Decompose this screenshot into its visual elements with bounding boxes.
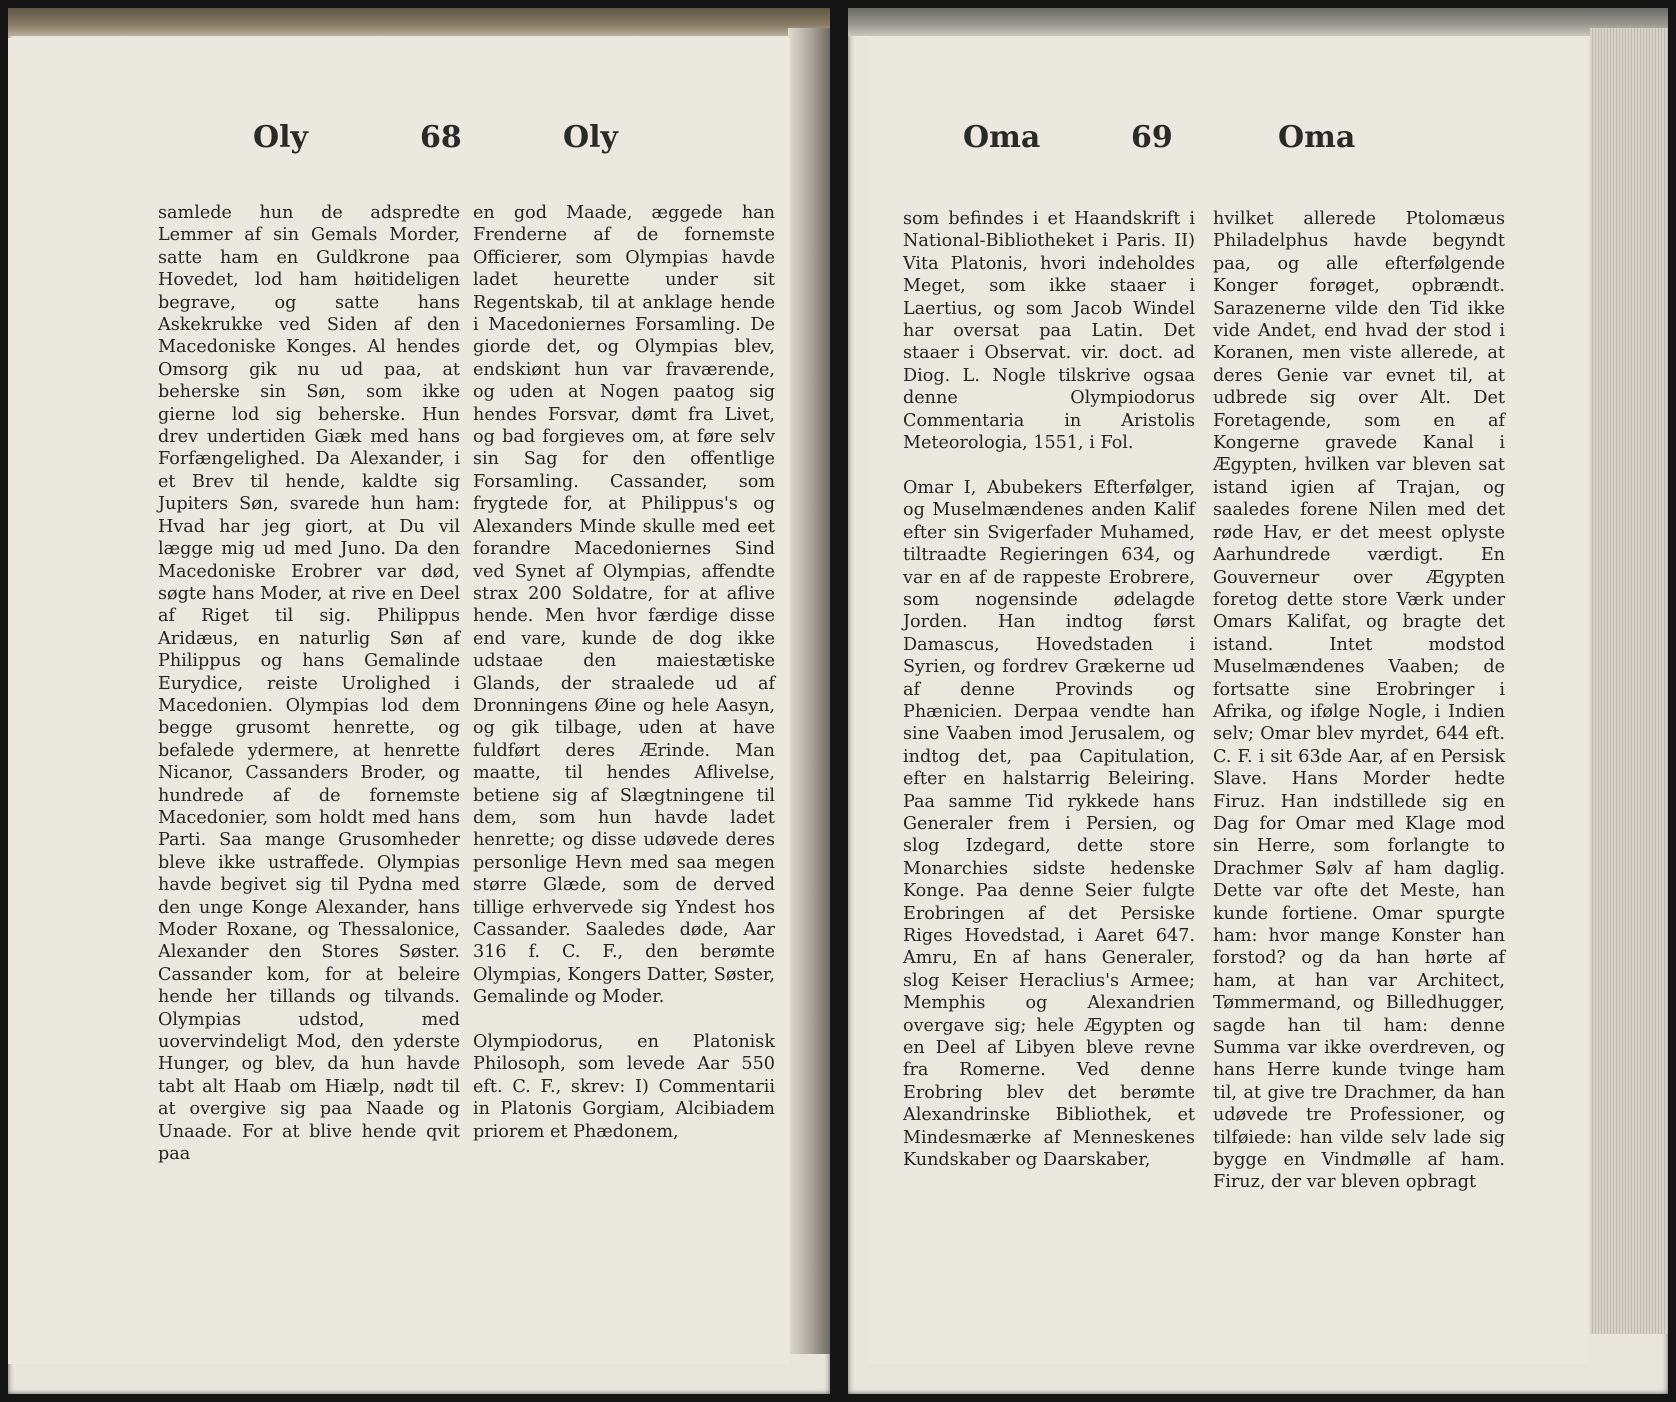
- left-page-photo: [8, 8, 830, 1394]
- text-column-1: samlede hun de adspredte Lemmer af sin Gemals Morder, satte ham en Guldkrone paa Hovedet, lod ham høitideligen begrave, og satte hans Askekrukke ved Siden af den Macedoniske Konges. Al hendes Omsorg gik nu ud paa, at beherske sin Søn, som ikke gierne lod sig beherske. Hun drev undertiden Giæk med hans Forfængelighed. Da Alexander, i et Brev til hende, kaldte sig Jupiters Søn, svarede hun ham: Hvad har jeg giort, at Du vil lægge mig ud med Juno. Da den Macedoniske Erobrer var død, søgte hans Moder, at rive en Deel af Riget til sig. Philippus Aridæus, en naturlig Søn af Philippus og hans Gemalinde Eurydice, reiste Urolighed i Macedonien. Olympias lod dem begge grusomt henrette, og befalede ydermere, at henrette Nicanor, Cassanders Broder, og hundrede af de fornemste Macedonier, som holdt med hans Parti. Saa mange Grusomheder bleve ikke ustraffede. Olympias havde begivet sig til Pydna med den unge Konge Alexander, hans Moder Roxane, og Thessalonice, Alexander den Stores Søster. Cassander kom, for at beleire hende her tillands og tilvands. Olympias udstod, med uovervindeligt Mod, den yderste Hunger, og blev, da hun havde tabt alt Haab om Hiælp, nødt til at overgive sig paa Naade og Unaade. For at blive hende qvit paa: [158, 203, 460, 1165]
- right-page-photo: [848, 8, 1668, 1394]
- page-number: 69: [1131, 120, 1173, 155]
- book-page-edges: [1590, 28, 1668, 1334]
- text-column-1: som befindes i et Haandskrift i National-Bibliotheket i Paris. II) Vita Platonis, hvori indeholdes Meget, som ikke staaer i Laertius, og som Jacob Windel har oversat paa Latin. Det staaer i Observat. vir. doct. ad Diog. L. Nogle tilskrive ogsaa denne Olympiodorus Commentaria in Aristolis Meteorologia, 1551, i Fol. Omar I, Abubekers Efterfølger, og Muselmændenes anden Kalif efter sin Svigerfader Muhamed, tiltraadte Regieringen 634, og var en af de rappeste Erobrere, som nogensinde ødelagde Jorden. Han indtog først Damascus, Hovedstaden i Syrien, og fordrev Grækerne ud af denne Provinds og Phænicien. Derpaa vendte han sine Vaaben imod Jerusalem, og indtog det, paa Capitulation, efter en halstarrig Beleiring. Paa samme Tid rykkede hans Generaler frem i Persien, og slog Izdegard, dette store Monarchies sidste hedenske Konge. Paa denne Seier fulgte Erobringen af det Persiske Riges Hovedstad, i Aaret 647. Amru, En af hans Generaler, slog Keiser Heraclius's Armee; Memphis og Alexandrien overgave sig; hele Ægypten og en Deel af Libyen bleve revne fra Romerne. Ved denne Erobring blev det berømte Alexandrinske Bibliothek, et Mindesmærke af Menneskenes Kundskaber og Daarskaber,: [903, 209, 1195, 1171]
- book-top-edge: [8, 8, 830, 36]
- text-column-2: hvilket allerede Ptolomæus Philadelphus havde begyndt paa, og alle efterfølgende Konger forøget, opbrændt. Sarazenerne vilde den Tid ikke vide Andet, end hvad der stod i Koranen, men viste allerede, at deres Genie var evnet til, at udbrede sig over Alt. Det Foretagende, som en af Kongerne gravede Kanal i Ægypten, hvilken var bleven sat istand igien af Trajan, og saaledes forene Nilen med det røde Hav, er det meest oplyste Aarhundrede værdigt. En Gouverneur over Ægypten foretog dette store Værk under Omars Kalifat, og bragte det istand. Intet modstod Muselmændenes Vaaben; de fortsatte sine Erobringer i Afrika, og ifølge Nogle, i Indien selv; Omar blev myrdet, 644 eft. C. F. i sit 63de Aar, af en Persisk Slave. Hans Morder hedte Firuz. Han indstillede sig en Dag for Omar med Klage mod sin Herre, som forlangte to Drachmer Sølv af ham daglig. Dette var ofte det Meste, han kunde fortiene. Omar spurgte ham: hvor mange Konster han forstod? og da han hørte af ham, at han var Architect, Tømmermand, og Billedhugger, sagde han til ham: denne Summa var ikke overdreven, og hans Herre kunde tvinge ham til, at give tre Drachmer, da han udøvede tre Professioner, og tilføiede: han vilde selv lade sig bygge en Vindmølle af ham. Firuz, der var bleven opbragt: [1213, 209, 1505, 1193]
- right-page-header: [868, 120, 1588, 170]
- book-top-edge: [848, 8, 1668, 36]
- running-head-left: Oma: [963, 120, 1041, 155]
- running-head-right: Oly: [563, 120, 618, 155]
- left-page: [8, 38, 790, 1364]
- text-column-2: en god Maade, æggede han Frenderne af de fornemste Officierer, som Olympias havde ladet heurette under sit Regentskab, til at anklage hende i Macedoniernes Forsamling. De giorde det, og Olympias blev, endskiønt hun var fraværende, og uden at Nogen paatog sig hendes Forsvar, dømt fra Livet, og bad forgieves om, at føre selv sin Sag for den offentlige Forsamling. Cassander, som frygtede for, at Philippus's og Alexanders Minde skulle med eet forandre Macedoniernes Sind ved Synet af Olympias, affendte strax 200 Soldatre, for at aflive hende. Men hvor færdige disse end vare, kunde de dog ikke udstaae den maiestætiske Glands, der straalede ud af Dronningens Øine og hele Aasyn, og gik tilbage, uden at have fuldført deres Ærinde. Man maatte, til hendes Aflivelse, betiene sig af Slægtningene til dem, som hun havde ladet henrette; og disse udøvede deres personlige Hevn med saa megen større Glæde, som de derved tillige erhvervede sig Yndest hos Cassander. Saaledes døde, Aar 316 f. C. F., den berømte Olympias, Kongers Datter, Søster, Gemalinde og Moder. Olympiodorus, en Platonisk Philosoph, som levede Aar 550 eft. C. F., skrev: I) Commentarii in Platonis Gorgiam, Alcibiadem priorem et Phædonem,: [473, 203, 775, 1142]
- page-number: 68: [420, 120, 462, 155]
- running-head-left: Oly: [253, 120, 308, 155]
- right-page: [868, 38, 1588, 1364]
- left-page-header: [8, 120, 790, 170]
- book-gutter: [788, 28, 830, 1354]
- running-head-right: Oma: [1278, 120, 1356, 155]
